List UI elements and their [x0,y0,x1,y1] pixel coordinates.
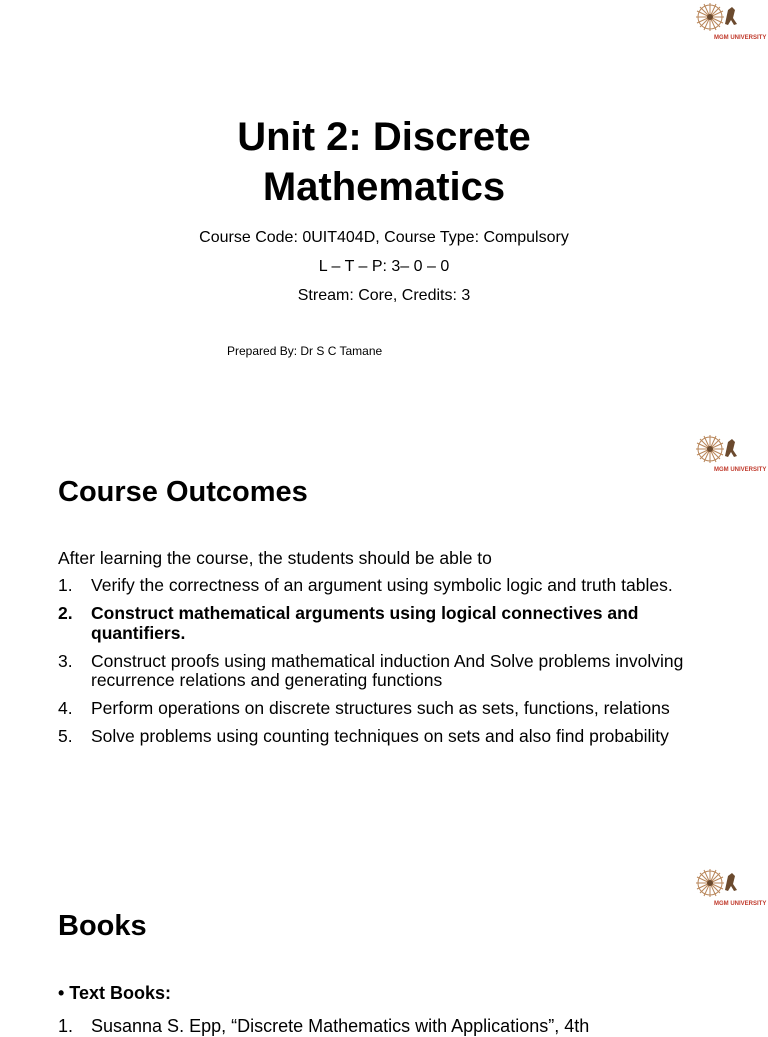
university-logo [690,432,768,474]
logo-text: MGM UNIVERSITY [714,467,767,473]
outcomes-list [58,576,698,755]
outcome-number: 4. [58,698,73,718]
text-books-bullet: • Text Books: [58,983,171,1003]
outcome-item [58,576,698,596]
outcome-number: 3. [58,650,73,671]
outcome-item [58,652,698,691]
outcome-item [58,699,698,719]
outcome-text: Solve problems using counting techniques on sets and also find probability [91,726,669,746]
title-slide [0,0,768,432]
slide-title [0,112,768,212]
outcome-text: Verify the correctness of an argument using symbolic logic and truth tables. [91,575,673,595]
university-logo [690,0,768,42]
slide-heading: Course Outcomes [58,476,308,508]
book-number: 1. [58,1016,74,1036]
outcome-item [58,604,698,643]
book-text: Susanna S. Epp, “Discrete Mathematics with Applications”, 4th [91,1016,590,1036]
wheel-logo-icon [690,866,768,908]
intro-text: After learning the course, the students should be able to [58,548,492,568]
outcome-text: Perform operations on discrete structures such as sets, functions, relations [91,698,670,718]
outcome-text: Construct mathematical arguments using logical connectives and quantifiers. [91,603,639,643]
university-logo [690,866,768,908]
course-code-line: Course Code: 0UIT404D, Course Type: Compulsory [199,229,569,246]
stream-line: Stream: Core, Credits: 3 [297,287,471,304]
slide-heading: Books [58,910,147,942]
prepared-by: Prepared By: Dr S C Tamane [227,344,383,358]
outcome-number: 1. [58,575,73,595]
outcome-number: 2. [58,603,73,623]
course-outcomes-slide [0,432,768,866]
ltp-line: L – T – P: 3– 0 – 0 [318,258,450,275]
logo-text: MGM UNIVERSITY [714,901,767,907]
book-list-item [58,1016,589,1037]
outcome-number: 5. [58,726,73,746]
outcome-item [58,727,698,747]
logo-text: MGM UNIVERSITY [714,35,767,41]
outcome-text: Construct proofs using mathematical induction And Solve problems involving recurrence relations and generating functions [91,650,684,690]
title-line-2: Mathematics [262,165,506,209]
wheel-logo-icon [690,432,768,474]
books-slide [0,866,768,1036]
wheel-logo-icon [690,0,768,42]
title-line-1: Unit 2: Discrete [237,115,531,159]
